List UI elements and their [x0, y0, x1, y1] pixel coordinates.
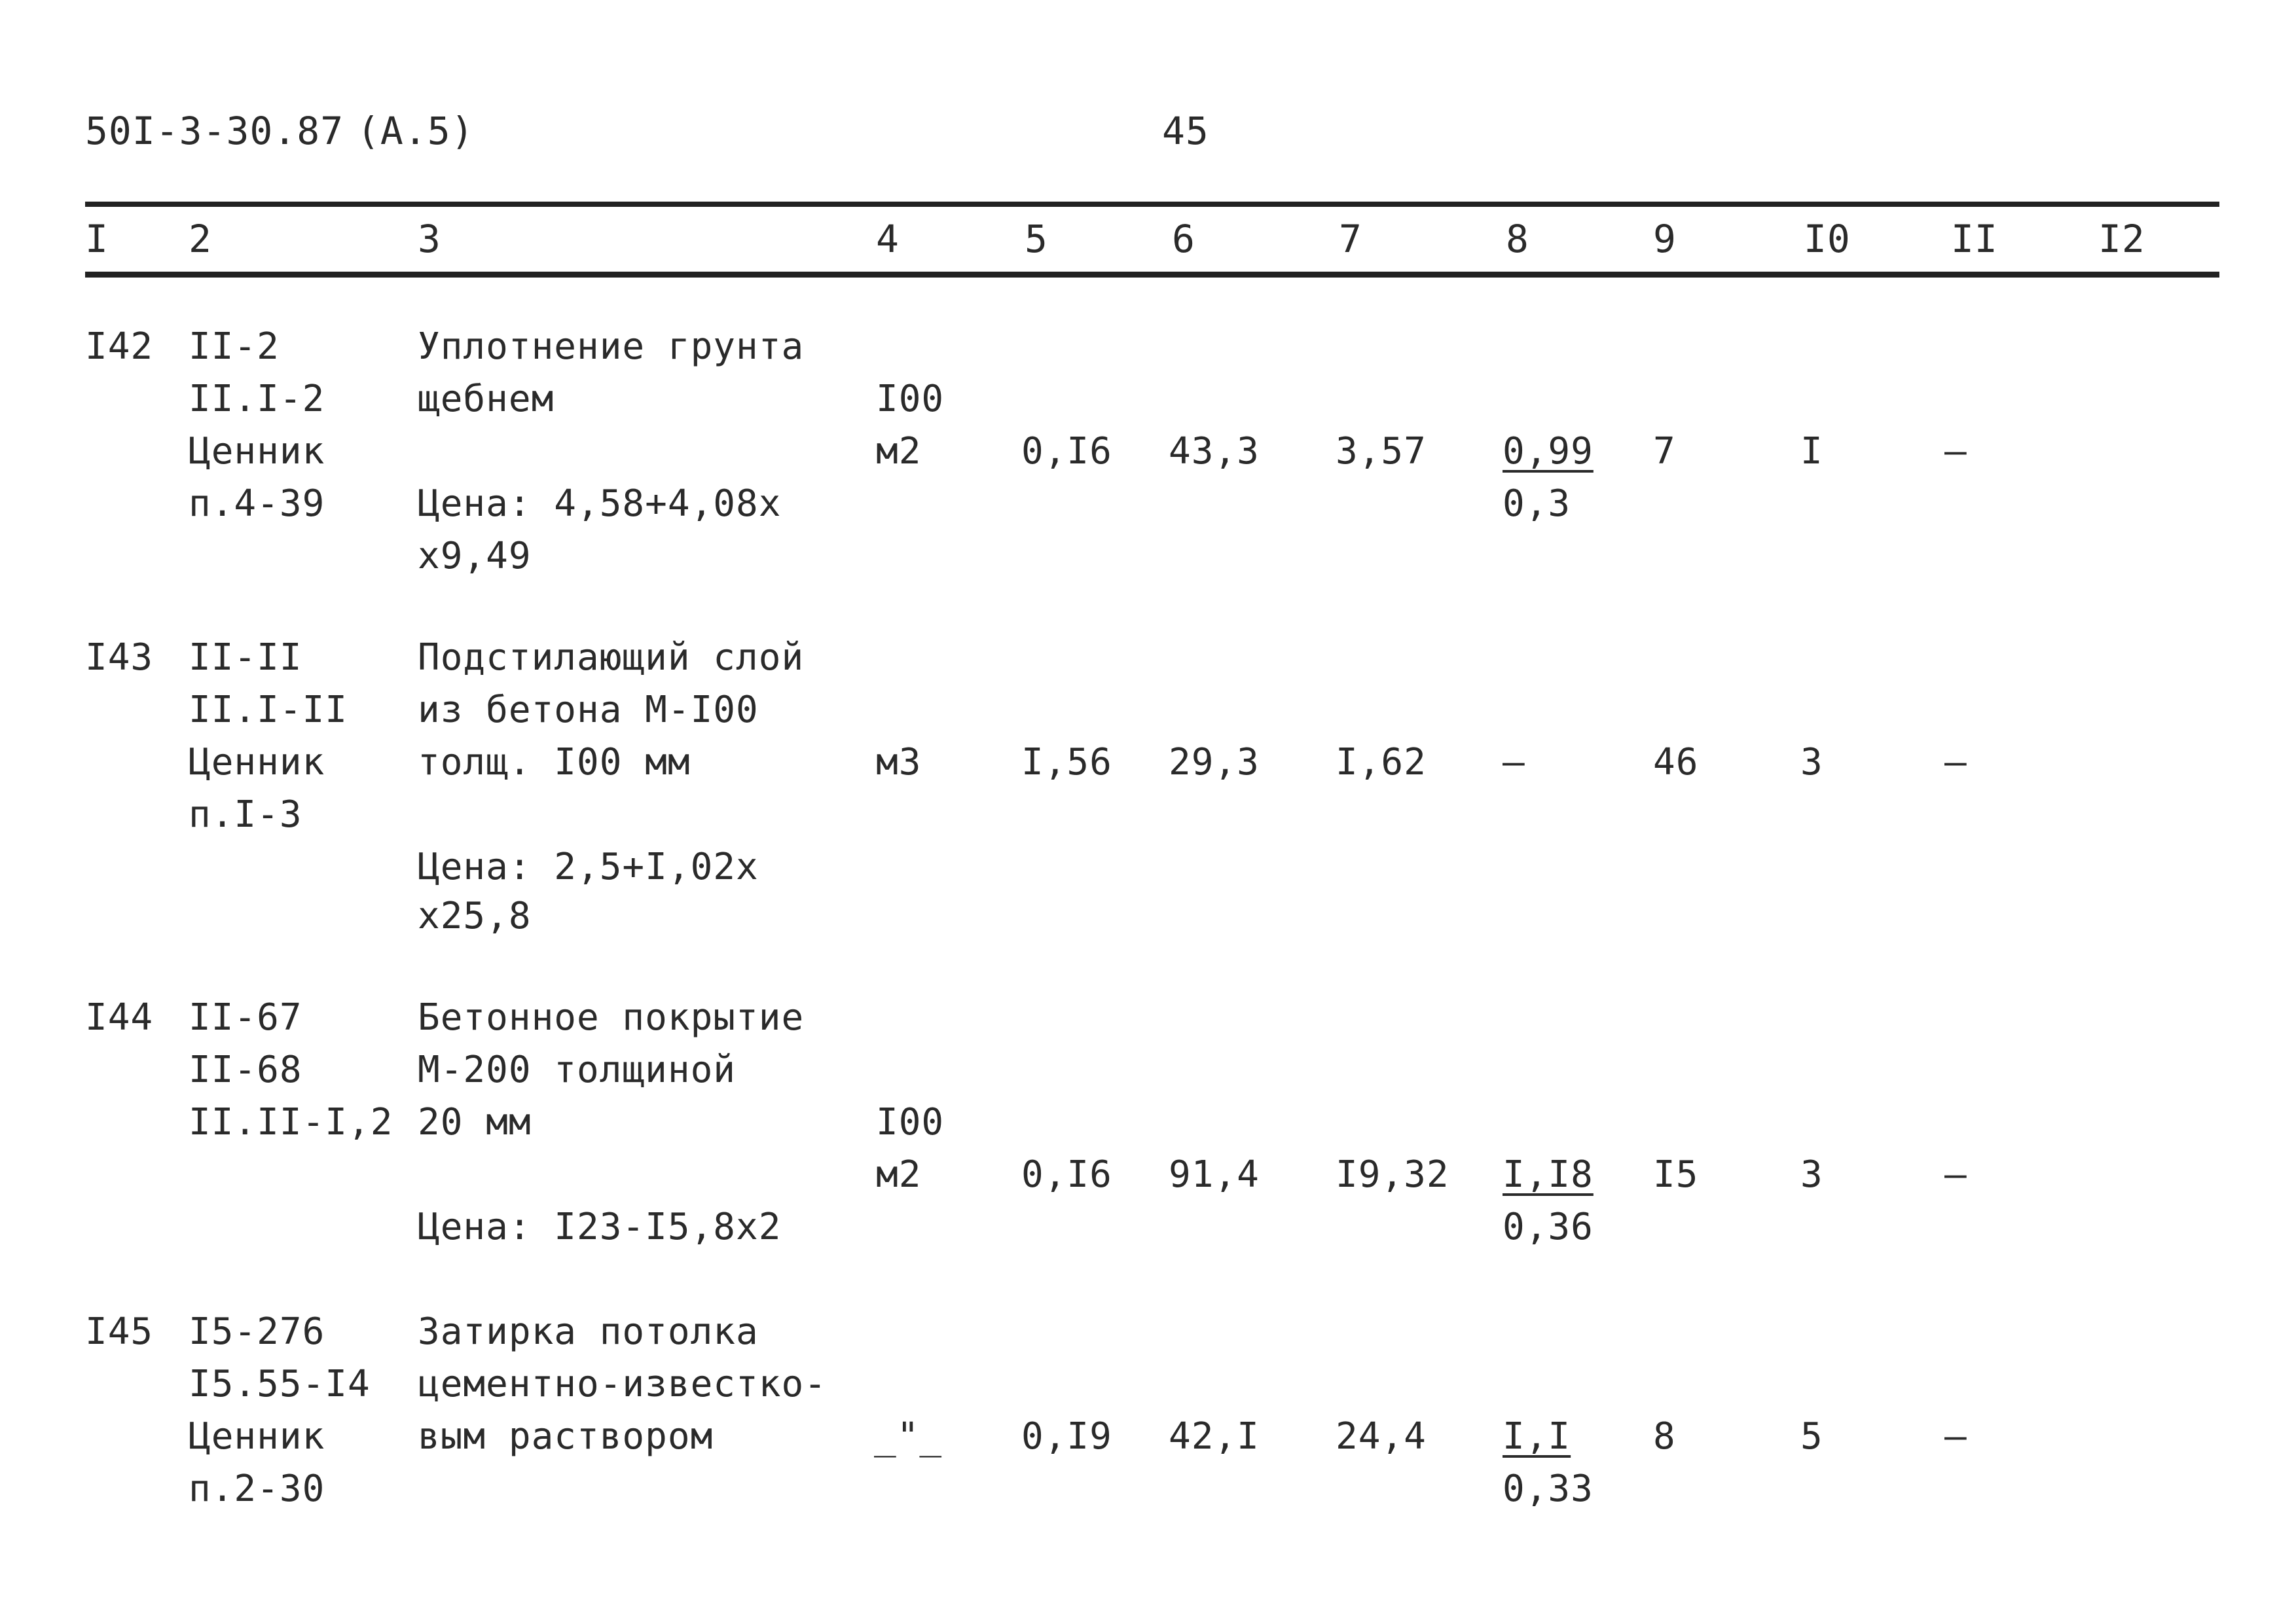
column-header: I [85, 217, 109, 261]
cell-col7: I9,32 [1336, 1153, 1449, 1196]
cell-col9: 46 [1653, 741, 1699, 784]
work-description: цементно-известко- [418, 1363, 827, 1405]
row-number: I45 [85, 1310, 154, 1353]
cell-col5: 0,I6 [1021, 1153, 1112, 1196]
page-number: 45 [1162, 109, 1209, 153]
norm-code: I5-276 [189, 1310, 325, 1353]
norm-code: II-II [189, 636, 302, 679]
cell-col7: I,62 [1336, 741, 1427, 784]
unit: м3 [876, 741, 922, 784]
work-description: из бетона М-I00 [418, 689, 759, 731]
cell-col9: 8 [1653, 1415, 1676, 1458]
cell-col8-numerator: I,I [1503, 1415, 1571, 1458]
price-formula: Цена: 4,58+4,08х [418, 482, 782, 525]
unit: м2 [876, 1153, 922, 1196]
cell-col7: 3,57 [1336, 430, 1427, 473]
norm-code: II-67 [189, 996, 302, 1039]
column-header: 6 [1172, 217, 1195, 261]
work-description: 20 мм [418, 1101, 532, 1144]
work-description: Затирка потолка [418, 1310, 759, 1353]
cell-col7: 24,4 [1336, 1415, 1427, 1458]
cell-col8-numerator: I,I8 [1503, 1153, 1594, 1196]
price-formula: х9,49 [418, 535, 532, 577]
norm-code: II-68 [189, 1049, 302, 1091]
norm-code: Ценник [189, 430, 325, 473]
work-description: щебнем [418, 378, 555, 420]
unit: I00 [876, 1101, 945, 1144]
row-number: I42 [85, 325, 154, 368]
cell-col6: 29,3 [1169, 741, 1260, 784]
cell-col8-denominator: 0,36 [1503, 1206, 1594, 1248]
column-header: 4 [876, 217, 900, 261]
price-formula: х25,8 [418, 895, 532, 937]
column-header: 5 [1025, 217, 1048, 261]
table-header-bottom-rule [85, 272, 2219, 278]
cell-col5: 0,I6 [1021, 430, 1112, 473]
work-description: вым раствором [418, 1415, 714, 1458]
norm-code: II.I-II [189, 689, 348, 731]
cell-col8-denominator: 0,3 [1503, 482, 1571, 525]
norm-code: II-2 [189, 325, 280, 368]
cell-col10: I [1800, 430, 1823, 473]
cell-col8-denominator: 0,33 [1503, 1468, 1594, 1510]
price-formula: Цена: I23-I5,8х2 [418, 1206, 782, 1248]
row-number: I44 [85, 996, 154, 1039]
norm-code: Ценник [189, 1415, 325, 1458]
cell-col11: – [1944, 1415, 1967, 1458]
cell-col11: – [1944, 741, 1967, 784]
column-header: I0 [1804, 217, 1851, 261]
cell-col10: 5 [1800, 1415, 1823, 1458]
norm-code: I5.55-I4 [189, 1363, 371, 1405]
column-header: 9 [1653, 217, 1677, 261]
cell-col8-numerator: 0,99 [1503, 430, 1594, 473]
column-header: I2 [2098, 217, 2145, 261]
album-label: (А.5) [357, 109, 475, 153]
cell-col11: – [1944, 430, 1967, 473]
norm-code: п.4-39 [189, 482, 325, 525]
cell-col5: 0,I9 [1021, 1415, 1112, 1458]
document-code: 50I-3-30.87 [85, 109, 344, 153]
table-top-rule [85, 202, 2219, 207]
column-header: 3 [418, 217, 441, 261]
norm-code: II.II-I,2 [189, 1101, 393, 1144]
norm-code: п.I-3 [189, 793, 302, 836]
unit: м2 [876, 430, 922, 473]
norm-code: п.2-30 [189, 1468, 325, 1510]
cell-col6: 91,4 [1169, 1153, 1260, 1196]
cell-col9: I5 [1653, 1153, 1699, 1196]
cell-col10: 3 [1800, 741, 1823, 784]
work-description: Уплотнение грунта [418, 325, 805, 368]
norm-code: Ценник [189, 741, 325, 784]
column-header: 2 [189, 217, 212, 261]
work-description: М-200 толщиной [418, 1049, 737, 1091]
column-header: 8 [1506, 217, 1529, 261]
cell-col6: 43,3 [1169, 430, 1260, 473]
unit: I00 [876, 378, 945, 420]
cell-col6: 42,I [1169, 1415, 1260, 1458]
column-header: 7 [1339, 217, 1362, 261]
work-description: Подстилающий слой [418, 636, 805, 679]
unit-ditto: _"_ [874, 1415, 943, 1458]
norm-code: II.I-2 [189, 378, 325, 420]
column-header: II [1951, 217, 1998, 261]
work-description: Бетонное покрытие [418, 996, 805, 1039]
row-number: I43 [85, 636, 154, 679]
price-formula: Цена: 2,5+I,02х [418, 846, 759, 888]
cell-col8: – [1503, 741, 1525, 784]
cell-col5: I,56 [1021, 741, 1112, 784]
cell-col10: 3 [1800, 1153, 1823, 1196]
work-description: толщ. I00 мм [418, 741, 691, 784]
cell-col9: 7 [1653, 430, 1676, 473]
cell-col11: – [1944, 1153, 1967, 1196]
